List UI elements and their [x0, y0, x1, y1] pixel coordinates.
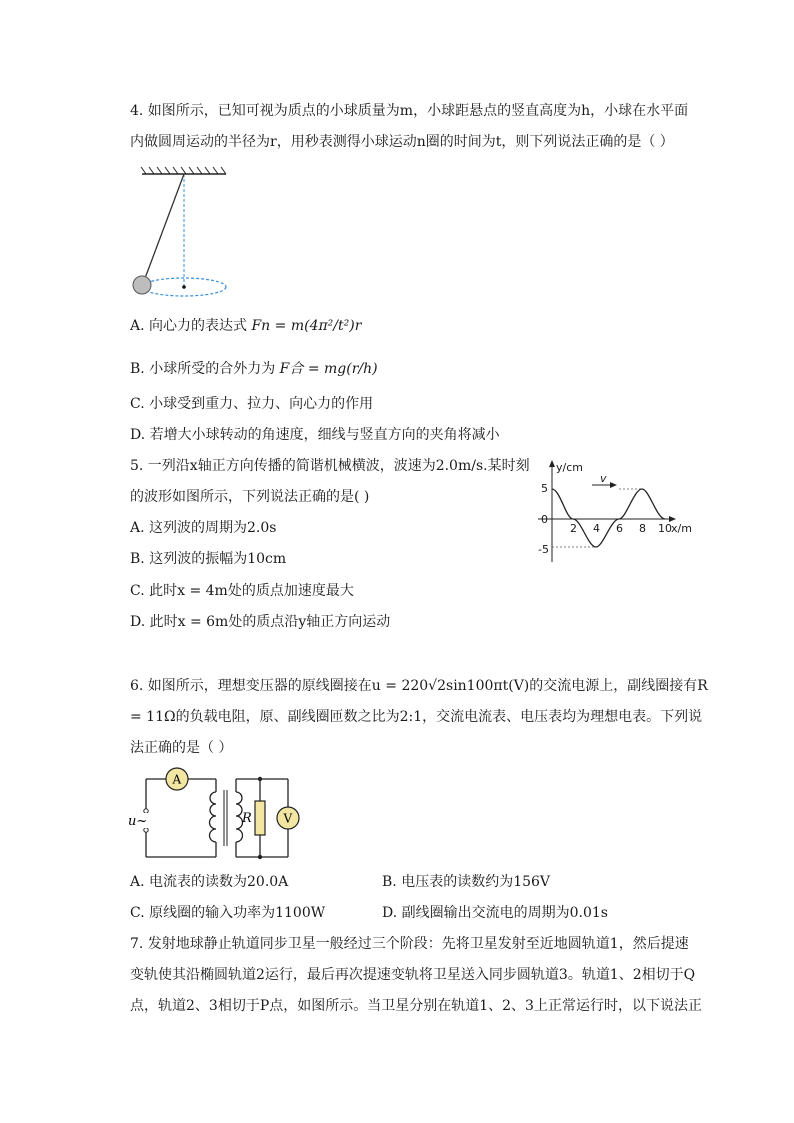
q6-option-b: B. 电压表的读数约为156V [382, 874, 551, 890]
x-tick-10: 10 [658, 522, 672, 535]
q5-option-c: C. 此时x = 4m处的质点加速度最大 [130, 583, 354, 599]
q7-stem-line2: 变轨使其沿椭圆轨道2运行，最后再次提速变轨将卫星送入同步圆轨道3。轨道1、2相切于Q [130, 967, 696, 983]
q4-option-b-text: B. 小球所受的合外力为 [130, 361, 276, 377]
q4-option-a-text: A. 向心力的表达式 [130, 318, 248, 334]
q7-stem-line1: 7. 发射地球静止轨道同步卫星一般经过三个阶段：先将卫星发射至近地圆轨道1，然后提速 [130, 936, 689, 952]
voltmeter-label: V [283, 811, 293, 826]
q5-option-b: B. 这列波的振幅为10cm [130, 551, 287, 567]
q5-option-a: A. 这列波的周期为2.0s [130, 520, 277, 536]
q4-option-b-formula: F合 = mg(r/h) [279, 361, 378, 377]
q6-stem-line1: 6. 如图所示，理想变压器的原线圈接在u = 220√2sin100πt(V)的交流电源上，副线圈接有R [130, 678, 708, 694]
x-axis-label: x/m [671, 522, 692, 535]
q4-stem-line2: 内做圆周运动的半径为r，用秒表测得小球运动n圈的时间为t，则下列说法正确的是（ ） [130, 134, 674, 150]
x-tick-6: 6 [616, 522, 623, 535]
q6-stem-line2: = 11Ω的负载电阻，原、副线圈匝数之比为2:1，交流电流表、电压表均为理想电表。下列说 [130, 709, 703, 725]
pendulum-diagram [128, 165, 238, 300]
x-tick-8: 8 [639, 522, 646, 535]
q4-option-c: C. 小球受到重力、拉力、向心力的作用 [130, 396, 374, 412]
q4-option-a [130, 317, 361, 335]
ammeter-label: A [172, 772, 182, 787]
source-label: u~ [128, 814, 148, 829]
x-tick-4: 4 [593, 522, 600, 535]
q5-option-d: D. 此时x = 6m处的质点沿y轴正方向运动 [130, 614, 391, 630]
y-axis-label: y/cm [556, 461, 583, 474]
q7-stem-line3: 点，轨道2、3相切于P点，如图所示。当卫星分别在轨道1、2、3上正常运行时，以下说法正 [130, 998, 702, 1014]
velocity-label: v [600, 472, 607, 485]
q4-option-b [130, 360, 378, 378]
resistor-label: R [242, 811, 252, 826]
y-tick-5: 5 [541, 482, 548, 495]
q6-option-d: D. 副线圈输出交流电的周期为0.01s [382, 905, 608, 921]
wave-graph [530, 458, 700, 568]
transformer-circuit [128, 768, 308, 863]
q5-stem-line2: 的波形如图所示，下列说法正确的是( ) [130, 489, 370, 505]
q4-stem-line1: 4. 如图所示，已知可视为质点的小球质量为m，小球距悬点的竖直高度为h，小球在水平面 [130, 103, 689, 119]
q4-option-a-formula: Fn = m(4π²/t²)r [251, 318, 362, 334]
q4-option-d: D. 若增大小球转动的角速度，细线与竖直方向的夹角将减小 [130, 427, 500, 443]
x-tick-2: 2 [570, 522, 577, 535]
q6-option-c: C. 原线圈的输入功率为1100W [130, 905, 326, 921]
q5-stem-line1: 5. 一列沿x轴正方向传播的简谐机械横波，波速为2.0m/s.某时刻 [130, 458, 530, 474]
q6-option-a: A. 电流表的读数为20.0A [130, 874, 289, 890]
q6-stem-line3: 法正确的是（ ） [130, 740, 233, 756]
y-tick-0: 0 [541, 513, 548, 526]
y-tick-minus5: -5 [538, 543, 549, 556]
